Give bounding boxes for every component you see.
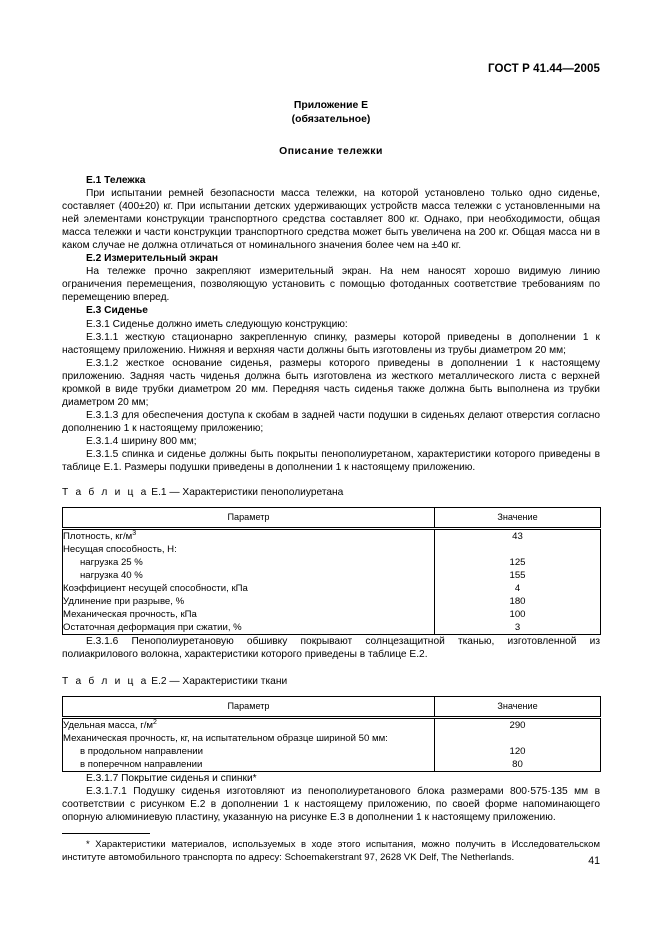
table-param-line: в продольном направлении — [80, 746, 203, 758]
paragraph-e2: На тележке прочно закрепляют измерительный экран. На нем наносят хорошо видимую линию ограничения перемещения, позволяющую установить с помощью фотоданных соответствие требованиям по перемещению вперед. — [62, 266, 600, 304]
footnote-block — [62, 833, 600, 864]
table-value-line: 155 — [509, 570, 526, 582]
table-e1-caption-rest: Е.1 — Характеристики пенополиуретана — [151, 487, 344, 499]
table-e1-caption-prefix: Т а б л и ц а — [62, 487, 149, 499]
table-e2-col-param: Параметр — [63, 697, 435, 718]
footnote-text: * Характеристики материалов, используемых в ходе этого испытания, можно получить в Исследовательском институте автомобильного транспорта по адресу: Schoemakerstrant 97, 2628 VK Delf, The Netherlands. — [62, 839, 600, 863]
heading-e1: Е.1 Тележка — [86, 175, 146, 186]
heading-e2: Е.2 Измерительный экран — [86, 253, 219, 265]
table-value-line: 125 — [509, 557, 526, 569]
annex-title-line2: (обязательное) — [291, 113, 371, 125]
unit-superscript: 2 — [153, 719, 157, 727]
table-param-line: Удельная масса, $г/м^2$ — [63, 719, 157, 732]
table-e2-caption-rest: Е.2 — Характеристики ткани — [151, 676, 288, 688]
unit-superscript: 3 — [132, 529, 137, 537]
table-e1-col-value: Значение — [435, 508, 601, 529]
table-param-line: Плотность, $кг/м^3$ — [63, 529, 137, 543]
paragraph-e3-1-3: Е.3.1.3 для обеспечения доступа к скобам в задней части подушки в сиденьях делают отверстия согласно дополнению 1 к настоящему приложению; — [62, 409, 600, 434]
annex-title-line1: Приложение Е — [293, 100, 369, 111]
table-e2-value-cell — [435, 718, 601, 772]
annex-section-title: Описание тележки — [279, 146, 383, 157]
table-value-line: 180 — [509, 596, 526, 608]
table-e1-param-cell — [63, 529, 435, 635]
paragraph-e1: При испытании ремней безопасности масса тележки, на которой установлено только одно сиденье, составляет (400±20) кг. При испытании детских удерживающих устройств масса тележки с установленными на ней элементами конструкции транспортного средства составляет 800 кг. Однако, при необходимости, общая масса тележки и части конструкции транспортного средства может быть увеличена на 200 кг. Общая масса ни в каком случае не должна отличаться от номинального значения более чем на ±40 кг. — [62, 188, 600, 252]
table-value-line: 3 — [514, 622, 521, 634]
table-param-line: Остаточная деформация при сжатии, % — [63, 622, 242, 634]
paragraph-e3-1-5: Е.3.1.5 спинка и сиденье должны быть покрыты пенополиуретаном, характеристики которого приведены в таблице Е.1. Размеры подушки приведены в дополнении 1 к настоящему приложению. — [62, 448, 600, 474]
table-e1 — [62, 507, 601, 635]
table-param-line: Механическая прочность, кПа — [63, 609, 197, 621]
paragraph-e3-1-1: Е.3.1.1 жесткую стационарно закрепленную спинку, размеры которой приведены в дополнении 1 к настоящему приложению. Нижняя и верхняя части должны быть изготовлены из трубы диаметром 20 мм; — [62, 331, 600, 356]
table-param-line: в поперечном направлении — [80, 759, 203, 771]
table-e1-caption — [62, 486, 600, 499]
paragraph-e3-1-6: Е.3.1.6 Пенополиуретановую обшивку покрывают солнцезащитной тканью, изготовленной из полиакрилового волокна, характеристики которого приведены в таблице Е.2. — [62, 636, 600, 661]
footnote-divider — [62, 833, 150, 834]
paragraph-e3-1: Е.3.1 Сиденье должно иметь следующую конструкцию: — [86, 318, 348, 330]
table-param-line: Механическая прочность, кг, на испытательном образце шириной 50 мм: — [63, 733, 388, 745]
document-body — [62, 174, 600, 864]
table-param-line: нагрузка 25 % — [80, 557, 143, 569]
table-value-line: 43 — [512, 531, 523, 543]
table-row — [63, 529, 601, 635]
table-e2 — [62, 696, 601, 772]
table-value-line — [435, 732, 600, 745]
paragraph-e3-1-2: Е.3.1.2 жесткое основание сиденья, размеры которого приведены в дополнении 1 к настоящему приложению. Задняя часть чиденья должна быть изготовлена из жесткого металлического листа с верхней кромкой в виде трубки диаметром 20 мм. Передняя часть сиденья также должна быть выполнена из трубки диаметром 20 мм; — [62, 357, 600, 408]
running-header: ГОСТ Р 41.44—2005 — [488, 63, 600, 75]
table-value-line — [435, 543, 600, 556]
table-e1-col-param: Параметр — [63, 508, 435, 529]
table-e2-param-cell — [63, 718, 435, 772]
table-param-line: нагрузка 40 % — [80, 570, 143, 582]
table-param-line: Несущая способность, Н: — [63, 544, 177, 556]
table-e1-header-row — [63, 508, 601, 529]
page-number: 41 — [588, 855, 600, 867]
table-value-line: 100 — [509, 609, 526, 621]
table-e2-caption — [62, 675, 600, 688]
table-param-line: Удлинение при разрыве, % — [63, 596, 185, 608]
paragraph-e3-1-4: Е.3.1.4 ширину 800 мм; — [86, 435, 197, 447]
paragraph-e3-1-7: Е.3.1.7 Покрытие сиденья и спинки* — [86, 773, 257, 785]
table-value-line: 80 — [512, 759, 523, 771]
heading-e3: Е.3 Сиденье — [86, 305, 148, 317]
table-e2-caption-prefix: Т а б л и ц а — [62, 676, 149, 688]
table-e2-col-value: Значение — [435, 697, 601, 718]
table-param-line: Коэффициент несущей способности, кПа — [63, 583, 248, 595]
table-value-line: 290 — [509, 720, 526, 732]
annex-title-block — [62, 99, 600, 126]
table-row — [63, 718, 601, 772]
paragraph-e3-1-7-1: Е.3.1.7.1 Подушку сиденья изготовляют из пенополиуретанового блока размерами 800·575·135 мм в соответствии с рисунком Е.2 в дополнении 1 к настоящему приложению, по своей форме напоминающего опорную алюминиевую пластину, указанную на рисунке Е.3 в дополнении 1 к настоящему приложению. — [62, 786, 600, 824]
table-value-line: 120 — [509, 746, 526, 758]
table-e1-value-cell — [435, 529, 601, 635]
table-e2-header-row — [63, 697, 601, 718]
table-value-line: 4 — [514, 583, 521, 595]
